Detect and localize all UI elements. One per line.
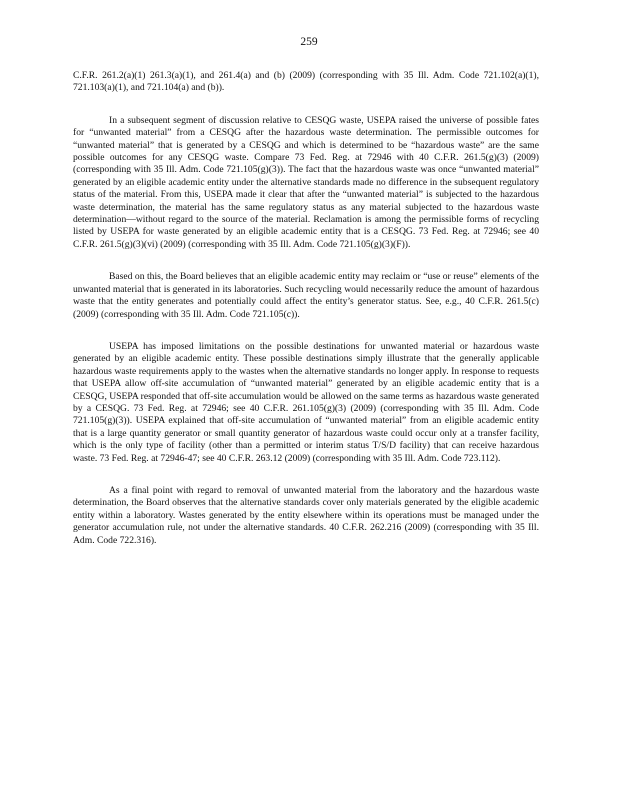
paragraph-cesqg-fates: In a subsequent segment of discussion relative to CESQG waste, USEPA raised the universe of possible fates for “unwanted material” from a CESQG after the hazardous waste determination. The permissible outcomes for “unwanted material” that is generated by a CESQG and which is determined to be “hazardous waste” are the same possible outcomes for any CESQG waste. Compare 73 Fed. Reg. at 72946 with 40 C.F.R. 261.5(g)(3) (2009) (corresponding with 35 Ill. Adm. Code 721.105(g)(3)). The fact that the hazardous waste was once “unwanted material” generated by an eligible academic entity under the alternative standards made no difference in the subsequent regulatory status of the material. From this, USEPA made it clear that after the “unwanted material” is subjected to the hazardous waste determination, the material has the same regulatory status as any material subjected to the hazardous waste determination—without regard to the source of the material. Reclamation is among the permissible forms of recycling listed by USEPA for waste generated by an eligible academic entity that is a CESQG. 73 Fed. Reg. at 72946; see 40 C.F.R. 261.5(g)(3)(vi) (2009) (corresponding with 35 Ill. Adm. Code 721.105(g)(3)(F)). [73,114,539,250]
page-number: 259 [300,36,318,48]
paragraph-board-reclaim: Based on this, the Board believes that an eligible academic entity may reclaim or “use or reuse” elements of the unwanted material that is generated in its laboratories. Such recycling would necessarily reduce the amount of hazardous waste that the entity generates and potentially could affect the entity’s generator status. See, e.g., 40 C.F.R. 261.5(c) (2009) (corresponding with 35 Ill. Adm. Code 721.105(c)). [73,271,539,320]
paragraph-citation-continuation: C.F.R. 261.2(a)(1) 261.3(a)(1), and 261.4(a) and (b) (2009) (corresponding with 35 Ill. Adm. Code 721.102(a)(1), 721.103(a)(1), and 721.104(a) and (b)). [73,70,539,94]
paragraph-final-point: As a final point with regard to removal of unwanted material from the laboratory and the hazardous waste determination, the Board observes that the alternative standards cover only materials generated by the eligible academic entity within a laboratory. Wastes generated by the entity elsewhere within its operations must be managed under the generator accumulation rule, not under the alternative standards. 40 C.F.R. 262.216 (2009) (corresponding with 35 Ill. Adm. Code 722.316). [73,484,539,546]
paragraph-destination-limits: USEPA has imposed limitations on the possible destinations for unwanted material or hazardous waste generated by an eligible academic entity. These possible destinations simply illustrate that the generally applicable hazardous waste requirements apply to the wastes when the alternative standards no longer apply. In response to requests that USEPA allow off-site accumulation of “unwanted material” generated by an eligible academic entity that is a CESQG, USEPA responded that off-site accumulation would be allowed on the same terms as hazardous waste generated by a CESQG. 73 Fed. Reg. at 72946; see 40 C.F.R. 261.105(g)(3) (2009) (corresponding with 35 Ill. Adm. Code 721.105(g)(3)). USEPA explained that off-site accumulation of “unwanted material” from an eligible academic entity that is a large quantity generator or small quantity generator of hazardous waste could occur only at a transfer facility, which is the only type of facility (other than a permitted or interim status T/S/D facility) that can receive hazardous waste. 73 Fed. Reg. at 72946-47; see 40 C.F.R. 263.12 (2009) (corresponding with 35 Ill. Adm. Code 723.112). [73,340,539,464]
document-body [73,70,539,547]
